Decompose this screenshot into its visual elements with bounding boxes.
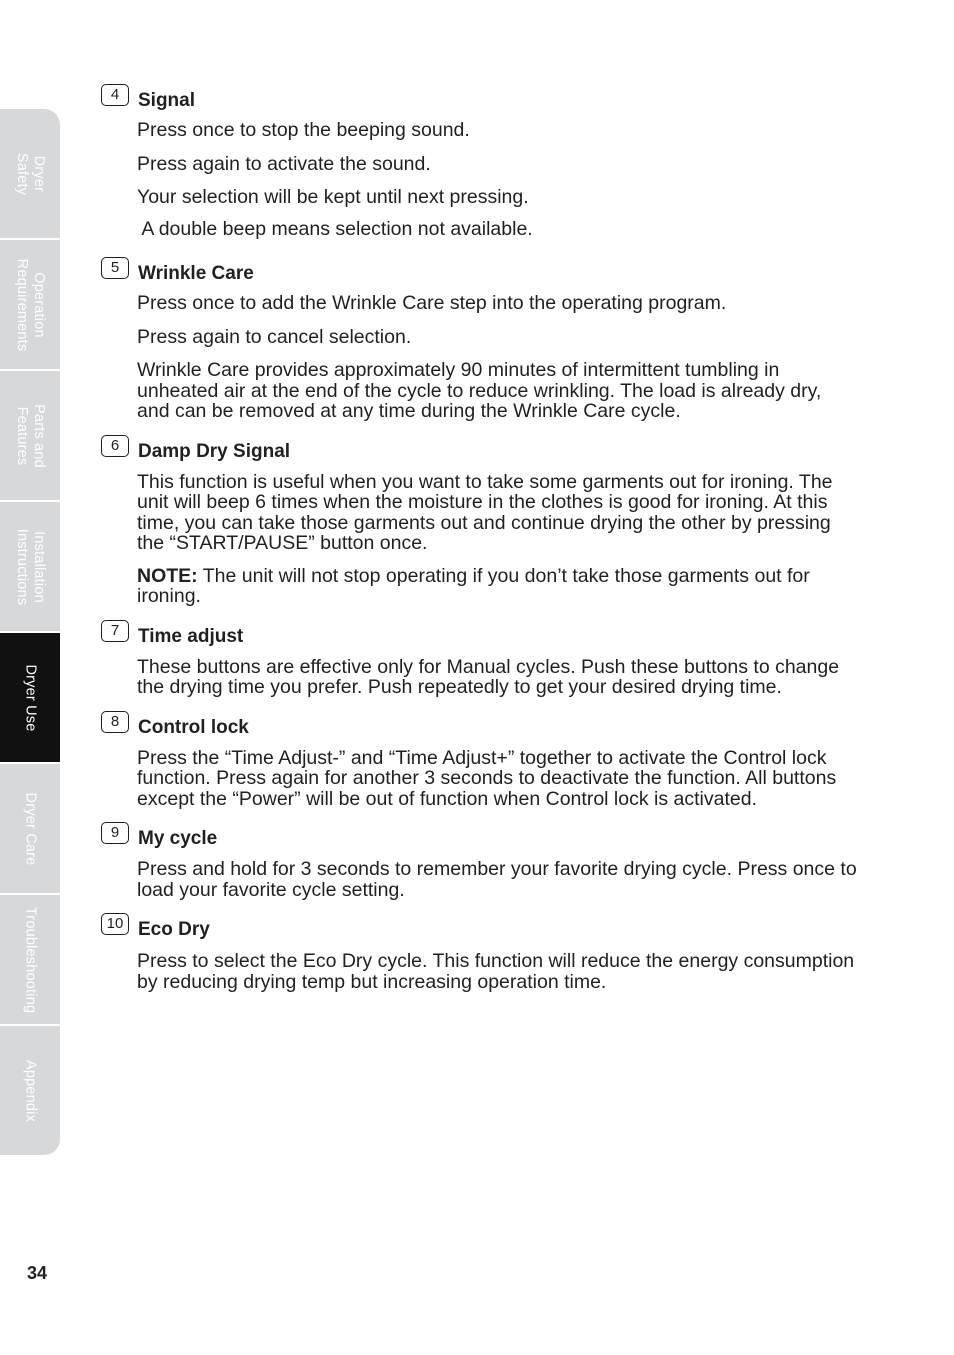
tab-parts-and-features[interactable] bbox=[0, 371, 60, 500]
note-paragraph bbox=[137, 566, 859, 607]
paragraph: Press the “Time Adjust-” and “Time Adjust+” together to activate the Control lock function. Press again for another 3 seconds to deactivate the function. All buttons except the “Power” will be out of function when Control lock is activated. bbox=[137, 746, 837, 810]
section-header bbox=[101, 913, 881, 941]
section-header bbox=[101, 435, 881, 463]
paragraph: Press and hold for 3 seconds to remember your favorite drying cycle. Press once to load your favorite cycle setting. bbox=[137, 858, 857, 901]
paragraph: Press again to cancel selection. bbox=[137, 325, 412, 348]
tab-label: Parts and Features bbox=[14, 403, 47, 468]
section-eco-dry bbox=[101, 913, 881, 992]
main-content bbox=[101, 84, 881, 1005]
section-title: Eco Dry bbox=[138, 919, 210, 940]
tab-label: Operation Requirements bbox=[14, 258, 47, 351]
section-number: 8 bbox=[101, 711, 129, 733]
side-tabs bbox=[0, 109, 60, 1157]
tab-label: Dryer Use bbox=[22, 663, 39, 732]
note-label: NOTE: bbox=[137, 564, 198, 587]
tab-label: Dryer Safety bbox=[14, 152, 47, 195]
tab-label: Troubleshooting bbox=[22, 906, 39, 1013]
tab-troubleshooting[interactable] bbox=[0, 895, 60, 1024]
section-number: 9 bbox=[101, 822, 129, 844]
tab-installation-instructions[interactable] bbox=[0, 502, 60, 631]
tab-dryer-care[interactable] bbox=[0, 764, 60, 893]
tab-label: Installation Instructions bbox=[14, 528, 47, 605]
section-number: 10 bbox=[101, 913, 129, 935]
section-number: 4 bbox=[101, 84, 129, 106]
tab-label: Dryer Care bbox=[22, 792, 39, 865]
note-text: The unit will not stop operating if you don’t take those garments out for ironing. bbox=[137, 564, 810, 607]
section-my-cycle bbox=[101, 822, 881, 900]
section-number: 7 bbox=[101, 620, 129, 642]
section-title: Damp Dry Signal bbox=[138, 440, 291, 462]
section-header bbox=[101, 711, 881, 739]
tab-dryer-safety[interactable] bbox=[0, 109, 60, 238]
tab-label: Appendix bbox=[22, 1059, 39, 1122]
paragraph: Wrinkle Care provides approximately 90 minutes of intermittent tumbling in unheated air at the end of the cycle to reduce wrinkling. The load is already dry, and can be removed at any time during the Wrinkle Care cycle. bbox=[137, 359, 822, 422]
tab-dryer-use[interactable] bbox=[0, 633, 60, 762]
paragraph: Press to select the Eco Dry cycle. This function will reduce the energy consumption by reducing drying temp but increasing operation time. bbox=[137, 950, 855, 993]
section-header bbox=[101, 620, 881, 648]
section-header bbox=[101, 257, 881, 285]
paragraph: Press once to stop the beeping sound. bbox=[137, 119, 470, 141]
tab-operation-requirements[interactable] bbox=[0, 240, 60, 369]
section-title: Control lock bbox=[138, 716, 249, 738]
section-title: My cycle bbox=[138, 828, 218, 849]
paragraph: Press once to add the Wrinkle Care step into the operating program. bbox=[137, 292, 727, 314]
page-number: 34 bbox=[27, 1263, 48, 1283]
tab-appendix[interactable] bbox=[0, 1026, 60, 1155]
section-control-lock bbox=[101, 711, 881, 810]
section-damp-dry-signal bbox=[101, 435, 881, 607]
paragraph: A double beep means selection not available. bbox=[137, 217, 533, 240]
section-header bbox=[101, 822, 881, 850]
section-number: 6 bbox=[101, 435, 129, 457]
paragraph: Press again to activate the sound. bbox=[137, 152, 431, 175]
section-signal bbox=[101, 84, 881, 239]
paragraph: This function is useful when you want to take some garments out for ironing. The unit will beep 6 times when the moisture in the clothes is good for ironing. At this time, you can take those garments out and continue drying the other by pressing the “START/PAUSE” button once. bbox=[137, 470, 833, 554]
section-time-adjust bbox=[101, 620, 881, 698]
section-number: 5 bbox=[101, 257, 129, 279]
section-title: Time adjust bbox=[138, 625, 244, 647]
paragraph: Your selection will be kept until next pressing. bbox=[137, 186, 529, 208]
section-title: Wrinkle Care bbox=[138, 263, 254, 284]
section-title: Signal bbox=[138, 90, 196, 111]
section-wrinkle-care bbox=[101, 257, 881, 422]
paragraph: These buttons are effective only for Manual cycles. Push these buttons to change the drying time you prefer. Push repeatedly to get your desired drying time. bbox=[137, 655, 840, 698]
section-header bbox=[101, 84, 881, 112]
